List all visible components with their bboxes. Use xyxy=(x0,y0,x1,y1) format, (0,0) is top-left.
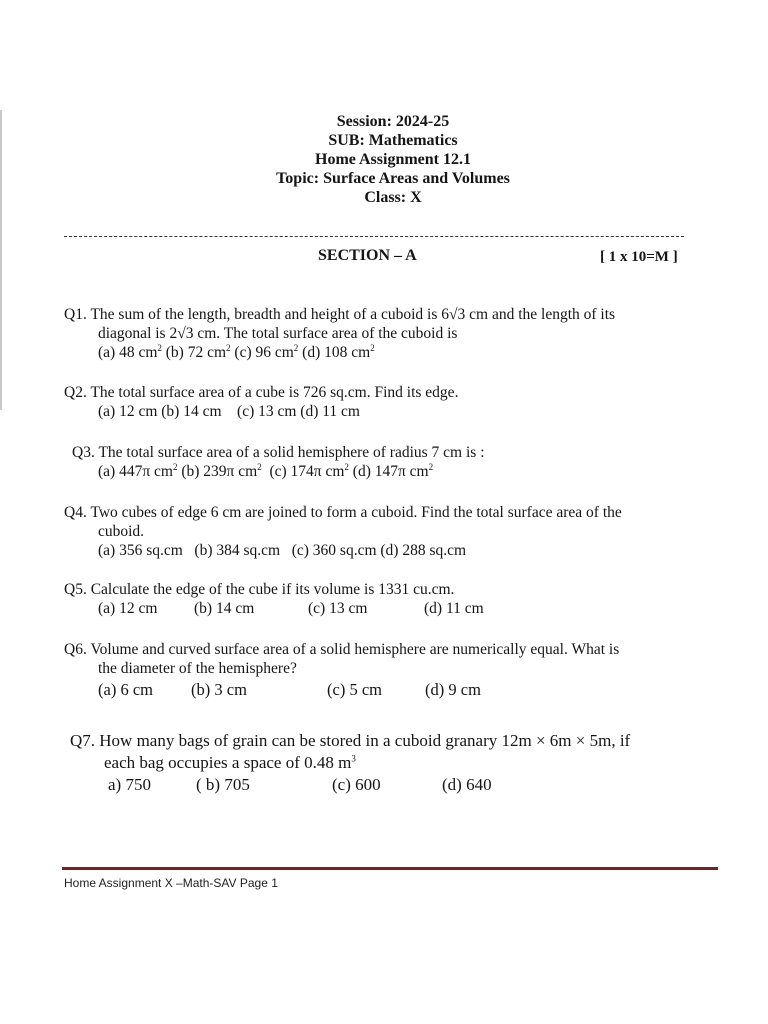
option-cd: (c) 13 cm (d) 11 cm xyxy=(237,403,360,420)
question-7-stem-cont: each bag occupies a space of 0.48 $m^3$ xyxy=(104,753,356,772)
question-1-stem xyxy=(64,305,714,324)
question-4-options xyxy=(64,541,719,560)
question-text: Two cubes of edge 6 cm are joined to form a cuboid. Find the total surface area of the xyxy=(90,504,622,521)
question-text: The sum of the length, breadth and height of a cuboid is 6√3 cm and the length of its xyxy=(90,306,616,323)
question-3-options xyxy=(72,462,722,481)
document-header xyxy=(0,112,768,207)
option-a: (a) 48 $cm^2$ xyxy=(98,342,162,361)
question-text: The total surface area of a solid hemisphere of radius 7 cm is : xyxy=(98,444,485,461)
option-b: (b) 239π $cm^2$ xyxy=(181,461,262,480)
option-d: (d) 640 xyxy=(442,775,492,794)
question-number: Q4. xyxy=(64,504,87,521)
option-c: (c) 600 xyxy=(332,775,381,794)
question-number: Q3. xyxy=(72,444,95,461)
option-a: (a) 447π $cm^2$ xyxy=(98,461,178,480)
question-6-options xyxy=(64,678,714,702)
option-a: (a) 6 cm xyxy=(98,680,153,699)
question-2-stem xyxy=(64,383,714,402)
question-3 xyxy=(72,443,722,481)
option-a: (a) 356 sq.cm xyxy=(98,542,183,559)
question-4 xyxy=(64,503,719,560)
question-2-options xyxy=(64,402,714,421)
subject-line: SUB: Mathematics xyxy=(328,132,458,149)
question-5-stem xyxy=(64,580,714,599)
option-c: (c) 96 $cm^2$ xyxy=(234,342,299,361)
question-2 xyxy=(64,383,714,421)
option-d: (d) 11 cm xyxy=(424,600,484,617)
question-6 xyxy=(64,640,714,702)
question-number: Q1. xyxy=(64,306,87,323)
question-7-stem xyxy=(70,730,720,752)
question-4-stem-cont: cuboid. xyxy=(98,523,145,540)
option-a: a) 750 xyxy=(108,775,151,794)
question-text: Calculate the edge of the cube if its volume is 1331 cu.cm. xyxy=(90,581,455,598)
question-1 xyxy=(64,305,714,362)
question-number: Q7. xyxy=(70,731,96,750)
question-number: Q5. xyxy=(64,581,87,598)
question-number: Q6. xyxy=(64,641,87,658)
option-c: (c) 5 cm xyxy=(327,680,382,699)
option-c: (c) 174π $cm^2$ xyxy=(269,461,349,480)
marks-scheme: [ 1 x 10=M ] xyxy=(600,249,678,265)
question-5 xyxy=(64,580,714,618)
option-a: (a) 12 cm xyxy=(98,600,158,617)
question-text: Volume and curved surface area of a solid hemisphere are numerically equal. What is xyxy=(90,641,620,658)
option-ab: (a) 12 cm (b) 14 cm xyxy=(98,403,222,420)
page-footer: Home Assignment X –Math-SAV Page 1 xyxy=(64,876,278,890)
question-1-options xyxy=(64,343,714,362)
question-5-options xyxy=(64,599,714,618)
option-cd: (c) 360 sq.cm (d) 288 sq.cm xyxy=(291,542,467,559)
option-b: (b) 3 cm xyxy=(191,680,247,699)
question-1-stem-cont: diagonal is 2√3 cm. The total surface area of the cuboid is xyxy=(98,325,458,342)
option-d: (d) 108 $cm^2$ xyxy=(302,342,375,361)
question-6-stem xyxy=(64,640,714,659)
option-d: (d) 147π $cm^2$ xyxy=(352,461,434,480)
session-line: Session: 2024-25 xyxy=(336,113,450,130)
option-b: (b) 384 sq.cm xyxy=(194,542,281,559)
option-b: (b) 14 cm xyxy=(194,600,255,617)
question-number: Q2. xyxy=(64,384,87,401)
option-c: (c) 13 cm xyxy=(308,600,368,617)
question-text: How many bags of grain can be stored in a cuboid granary 12m × 6m × 5m, if xyxy=(99,731,631,750)
topic-line: Topic: Surface Areas and Volumes xyxy=(276,170,510,187)
question-4-stem xyxy=(64,503,719,522)
footer-divider xyxy=(62,867,718,870)
question-7-options xyxy=(70,774,720,796)
option-b: (b) 72 $cm^2$ xyxy=(165,342,231,361)
question-6-stem-cont: the diameter of the hemisphere? xyxy=(98,660,297,677)
class-line: Class: X xyxy=(364,189,422,206)
assignment-line: Home Assignment 12.1 xyxy=(315,151,471,168)
section-title: SECTION – A xyxy=(318,247,417,264)
question-3-stem xyxy=(72,443,722,462)
option-d: (d) 9 cm xyxy=(425,680,481,699)
dashed-divider xyxy=(64,236,684,237)
question-7 xyxy=(70,730,720,796)
option-b: ( b) 705 xyxy=(196,775,250,794)
question-text: The total surface area of a cube is 726 sq.cm. Find its edge. xyxy=(90,384,459,401)
